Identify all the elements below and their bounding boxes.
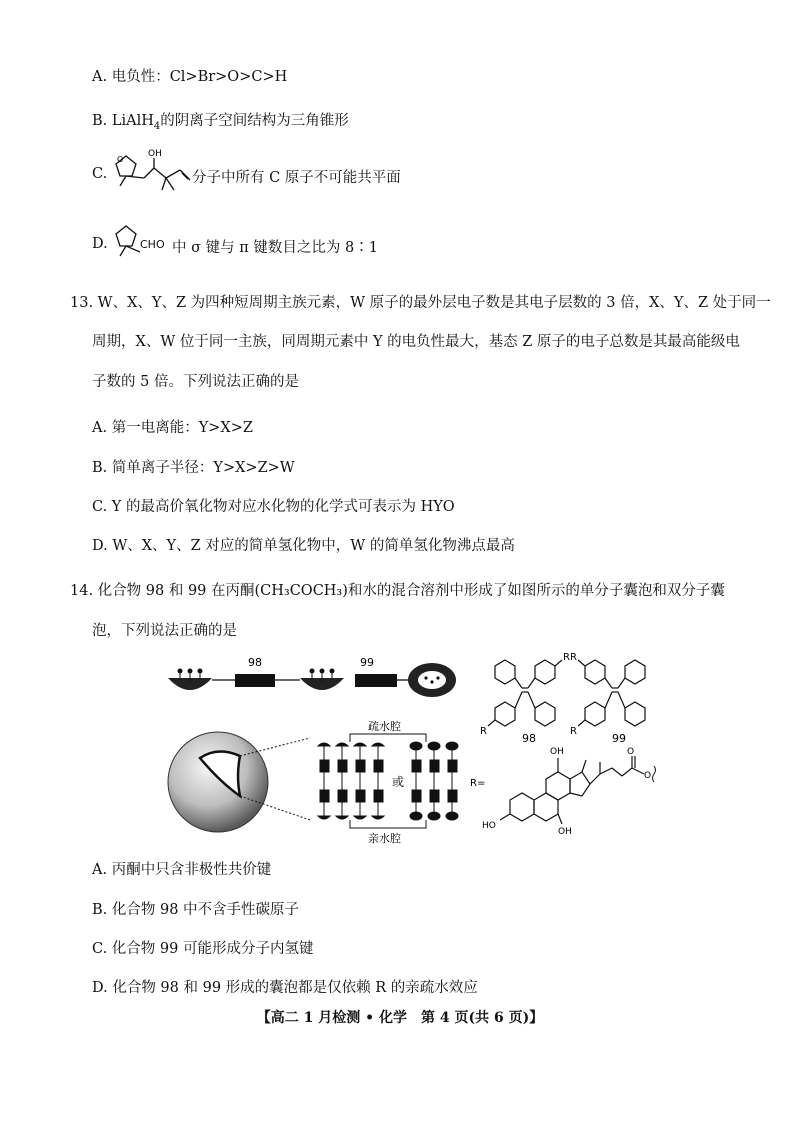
q13-option-b: B. 简单离子半径：Y>X>Z>W [92, 460, 295, 476]
q13-option-c: C. Y 的最高价氧化物对应水化物的化学式可表示为 HYO [92, 499, 455, 515]
q12-option-d-prefix: D. [92, 236, 108, 252]
q14-option-d: D. 化合物 98 和 99 形成的囊泡都是仅依赖 R 的亲疏水效应 [92, 980, 478, 996]
structure-99 [578, 660, 645, 726]
vesicle-sphere [168, 732, 268, 832]
q14-option-c: C. 化合物 99 可能形成分子内氢键 [92, 941, 314, 957]
r-group-oh-bottom: OH [558, 827, 572, 837]
c-oh-label: OH [148, 149, 162, 159]
r-label-98-bottom: R [480, 726, 487, 737]
r-label-98-top: R [563, 652, 570, 663]
c-ring-o1: O [117, 155, 124, 164]
q13-stem-line3: 子数的 5 倍。下列说法正确的是 [92, 374, 299, 390]
q12-option-c-prefix: C. [92, 166, 108, 182]
hydrophilic-cavity-label: 亲水腔 [368, 832, 401, 845]
r-group-ho-left: HO [482, 821, 496, 831]
q13-option-d: D. W、X、Y、Z 对应的简单氢化物中，W 的简单氢化物沸点最高 [92, 538, 515, 554]
q13-stem-line2: 周期，X、W 位于同一主族，同周期元素中 Y 的电负性最大，基态 Z 原子的电子总数是其最高能级电 [92, 334, 740, 350]
q12-option-b [92, 109, 349, 132]
q12-option-c-text: 分子中所有 C 原子不可能共平面 [192, 170, 401, 186]
r-label-99-bottom: R [570, 726, 577, 737]
compound-98-schematic [168, 669, 344, 690]
label-99-structure: 99 [612, 732, 626, 745]
r-group-structure [500, 756, 644, 824]
q14-option-b: B. 化合物 98 中不含手性碳原子 [92, 902, 300, 918]
structure-98 [488, 660, 562, 726]
r-equals-label: R= [470, 778, 486, 789]
q13-stem-line1: 13. W、X、Y、Z 为四种短周期主族元素，W 原子的最外层电子数是其电子层数的 3 倍，X、Y、Z 处于同一 [70, 295, 771, 311]
bilayer-membrane [410, 742, 458, 820]
q12-option-d-cho: CHO [140, 238, 165, 251]
or-label: 或 [392, 775, 405, 789]
q14-figure [160, 650, 720, 850]
q12-option-b-suffix: 的阴离子空间结构为三角锥形 [160, 113, 349, 129]
hydrophobic-cavity-label: 疏水腔 [368, 720, 401, 733]
monolayer-membrane [318, 743, 384, 819]
label-99-schematic: 99 [360, 656, 374, 669]
q13-option-a: A. 第一电离能：Y>X>Z [92, 420, 253, 436]
r-label-99-top: R [570, 652, 577, 663]
q14-stem-line2: 泡，下列说法正确的是 [92, 623, 237, 639]
r-group-carbonyl-o: O [627, 747, 635, 757]
q12-option-d-text: 中 σ 键与 π 键数目之比为 8∶1 [172, 240, 378, 256]
label-98-structure: 98 [522, 732, 536, 745]
q12-option-c-structure [108, 148, 198, 196]
q12-option-b-prefix: B. LiAlH [92, 113, 154, 129]
r-group-oh-top: OH [550, 747, 564, 757]
page-footer: 【高二 1 月检测 • 化学 第 4 页(共 6 页)】 [256, 1010, 544, 1026]
q12-option-a: A. 电负性：Cl>Br>O>C>H [92, 69, 288, 85]
q14-stem-line1: 14. 化合物 98 和 99 在丙酮(CH₃COCH₃)和水的混合溶剂中形成了如图所示的单分子囊泡和双分子囊 [70, 583, 725, 599]
wavy-bond-icon [653, 766, 656, 782]
r-group-ester-o: O [644, 771, 652, 781]
q14-option-a: A. 丙酮中只含非极性共价键 [92, 862, 272, 878]
label-98-schematic: 98 [248, 656, 262, 669]
q12-option-b-subscript: 4 [153, 120, 161, 132]
